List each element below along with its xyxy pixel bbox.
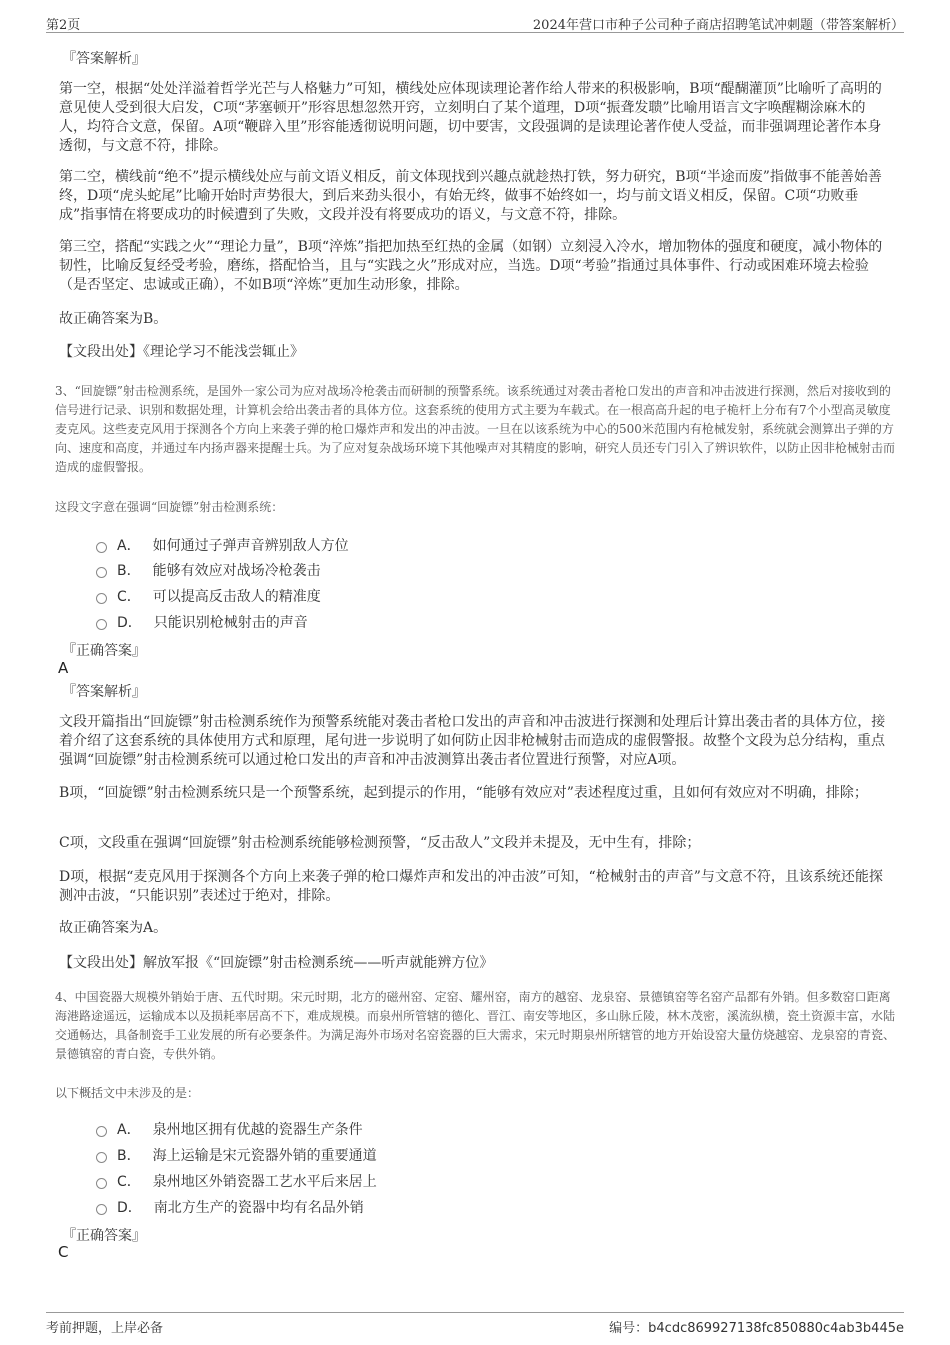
radio-icon[interactable]	[96, 1152, 107, 1163]
radio-icon[interactable]	[96, 1204, 107, 1215]
option-text: 海上运输是宋元瓷器外销的重要通道	[152, 1148, 377, 1164]
option-text: 能够有效应对战场冷枪袭击	[152, 563, 321, 579]
analysis-paragraph: D项，根据“麦克风用于探测各个方向上来袭子弹的枪口爆炸声和发出的冲击波”可知，“枪械射击的声音”与文意不符，且该系统还能探测冲击波，“只能识别”表述过于绝对，排除。	[59, 869, 883, 904]
option-text: 泉州地区拥有优越的瓷器生产条件	[152, 1122, 363, 1138]
option-c[interactable]: C． 可以提高反击敌人的精准度	[96, 586, 321, 606]
option-d[interactable]: D． 南北方生产的瓷器中均有名品外销	[96, 1197, 364, 1217]
correct-answer-label: 『正确答案』	[62, 1228, 146, 1244]
radio-icon[interactable]	[96, 619, 107, 630]
correct-answer: C	[58, 1243, 69, 1261]
option-text: 可以提高反击敌人的精准度	[152, 589, 321, 605]
option-a[interactable]: A． 如何通过子弹声音辨别敌人方位	[96, 535, 349, 555]
option-a[interactable]: A． 泉州地区拥有优越的瓷器生产条件	[96, 1119, 363, 1139]
question-passage: 3、“回旋镖”射击检测系统，是国外一家公司为应对战场冷枪袭击而研制的预警系统。该系统通过对袭击者枪口发出的声音和冲击波进行探测，然后对接收到的信号进行记录、识别和数据处理，计算机会给出袭击者的具体方位。这套系统的使用方式主要为车载式。在一根高高升起的电子桅杆上分布有7个小型高灵敏度麦克风。这些麦克风用于探测各个方向上来袭子弹的枪口爆炸声和发出的冲击波。一旦在以该系统为中心的500米范围内有枪械发射，系统就会测算出子弹的方向、速度和高度，并通过车内扬声器来提醒士兵。为了应对复杂战场环境下其他噪声对其精度的影响，研究人员还专门引入了辨识软件，以防止因非枪械射击而造成的虚假警报。	[55, 384, 896, 474]
analysis-paragraph: 第三空，搭配“实践之火”“理论力量”，B项“淬炼”指把加热至红热的金属（如钢）立刻浸入冷水，增加物体的强度和硬度，减小物体的韧性，比喻反复经受考验，磨练，搭配恰当，且与“实践之火”形成对应，当选。D项“考验”指通过具体事件、行动或困难环境去检验（是否坚定、忠诚或正确），不如B项“淬炼”更加生动形象，排除。	[59, 239, 883, 293]
document-id	[609, 1317, 904, 1336]
question-passage: 4、中国瓷器大规模外销始于唐、五代时期。宋元时期，北方的磁州窑、定窑、耀州窑，南方的越窑、龙泉窑、景德镇窑等名窑产品都有外销。但多数窑口距离海港路途遥远，运输成本以及损耗率居高不下，难成规模。而泉州所管辖的德化、晋江、南安等地区，多山脉丘陵，林木茂密，溪流纵横，瓷土资源丰富，水陆交通畅达，具备制瓷手工业发展的所有必要条件。为满足海外市场对名窑瓷器的巨大需求，宋元时期泉州所辖管的地方开始设窑大量仿烧越窑、龙泉窑的青瓷、景德镇窑的青白瓷，专供外销。	[55, 990, 896, 1061]
radio-icon[interactable]	[96, 567, 107, 578]
analysis-label: 『答案解析』	[62, 684, 146, 700]
analysis-paragraph: C项，文段重在强调“回旋镖”射击检测系统能够检测预警，“反击敌人”文段并未提及，无中生有，排除；	[59, 835, 701, 851]
document-title: 2024年营口市种子公司种子商店招聘笔试冲刺题（带答案解析）	[532, 18, 904, 33]
correct-answer: A	[58, 659, 69, 677]
analysis-paragraph: 文段开篇指出“回旋镖”射击检测系统作为预警系统能对袭击者枪口发出的声音和冲击波进行探测和处理后计算出袭击者的具体方位，接着介绍了这套系统的具体使用方式和原理，尾句进一步说明了如何防止因非枪械射击而造成的虚假警报。故整个文段为总分结构，重点强调“回旋镖”射击检测系统可以通过枪口发出的声音和冲击波测算出袭击者位置进行预警，对应A项。	[59, 714, 886, 768]
option-b[interactable]: B． 能够有效应对战场冷枪袭击	[96, 560, 321, 580]
question-stem: 以下概括文中未涉及的是：	[55, 1086, 200, 1100]
radio-icon[interactable]	[96, 593, 107, 604]
footer-slogan: 考前押题，上岸必备	[46, 1321, 164, 1336]
option-d[interactable]: D． 只能识别枪械射击的声音	[96, 612, 308, 632]
analysis-conclusion: 故正确答案为B。	[59, 311, 168, 327]
radio-icon[interactable]	[96, 1178, 107, 1189]
analysis-label: 『答案解析』	[62, 51, 146, 67]
option-text: 南北方生产的瓷器中均有名品外销	[153, 1200, 364, 1216]
option-text: 如何通过子弹声音辨别敌人方位	[152, 538, 349, 554]
analysis-paragraph: B项，“回旋镖”射击检测系统只是一个预警系统，起到提示的作用，“能够有效应对”表述程度过重，且如何有效应对不明确，排除；	[59, 785, 868, 801]
question-stem: 这段文字意在强调“回旋镖”射击检测系统：	[55, 500, 284, 514]
option-c[interactable]: C． 泉州地区外销瓷器工艺水平后来居上	[96, 1171, 377, 1191]
correct-answer-label: 『正确答案』	[62, 643, 146, 659]
option-b[interactable]: B． 海上运输是宋元瓷器外销的重要通道	[96, 1145, 377, 1165]
option-text: 只能识别枪械射击的声音	[153, 615, 308, 631]
page-number: 第2页	[46, 18, 81, 33]
source-citation: 【文段出处】解放军报《“回旋镖”射击检测系统——听声就能辨方位》	[59, 955, 494, 971]
page-header	[46, 10, 904, 33]
radio-icon[interactable]	[96, 542, 107, 553]
option-text: 泉州地区外销瓷器工艺水平后来居上	[152, 1174, 377, 1190]
analysis-conclusion: 故正确答案为A。	[59, 920, 168, 936]
radio-icon[interactable]	[96, 1126, 107, 1137]
source-citation: 【文段出处】《理论学习不能浅尝辄止》	[59, 344, 304, 360]
analysis-paragraph: 第一空，根据“处处洋溢着哲学光芒与人格魅力”可知，横线处应体现读理论著作给人带来的积极影响，B项“醍醐灌顶”比喻听了高明的意见使人受到很大启发，C项“茅塞顿开”形容思想忽然开窍，立刻明白了某个道理，D项“振聋发聩”比喻用语言文字唤醒糊涂麻木的人，均符合文意，保留。A项“鞭辟入里”形容能透彻说明问题，切中要害，文段强调的是读理论著作使人受益，而非强调理论著作本身透彻，与文意不符，排除。	[59, 81, 882, 154]
document-id-value: b4cdc869927138fc850880c4ab3b445e	[648, 1321, 904, 1336]
analysis-paragraph: 第二空，横线前“绝不”提示横线处应与前文语义相反，前文体现找到兴趣点就趁热打铁，努力研究，B项“半途而废”指做事不能善始善终，D项“虎头蛇尾”比喻开始时声势很大，到后来劲头很小，有始无终，做事不始终如一，均与前文语义相反，保留。C项“功败垂成”指事情在将要成功的时候遭到了失败，文段并没有将要成功的语义，与文意不符，排除。	[59, 169, 882, 223]
page-footer	[46, 1312, 904, 1337]
document-id-label: 编号：	[609, 1321, 649, 1336]
